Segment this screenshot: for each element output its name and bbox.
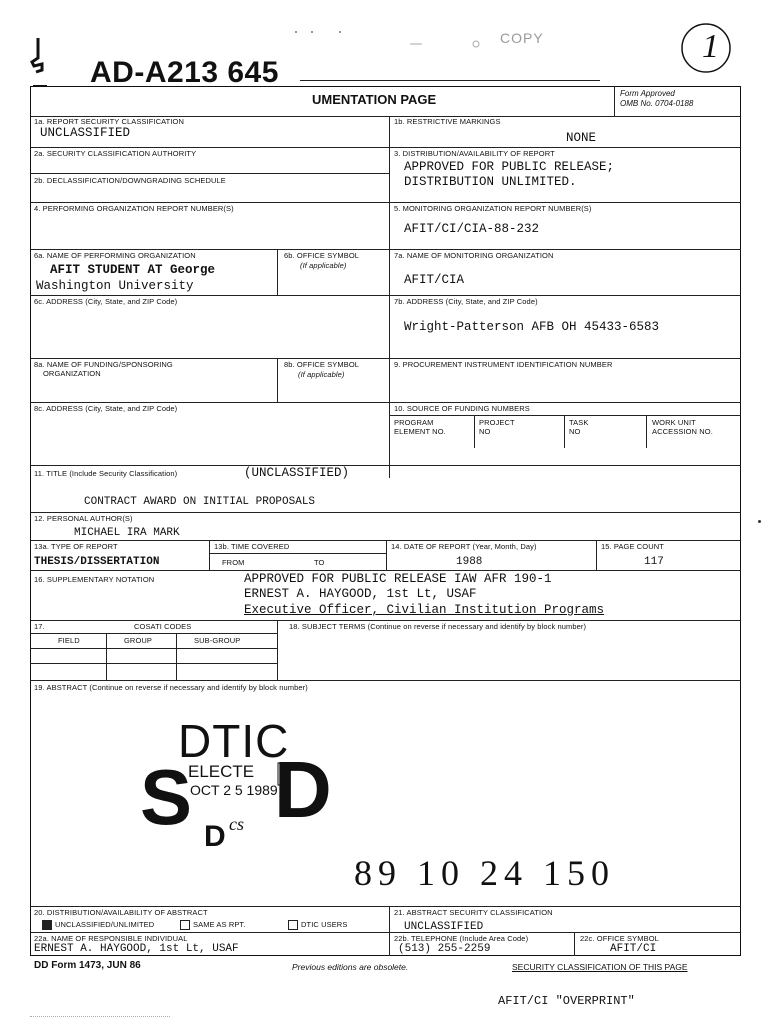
option-20-same — [180, 920, 245, 930]
page-title: UMENTATION PAGE — [312, 92, 437, 107]
value-16-line3: Executive Officer, Civilian Institution Programs — [244, 603, 605, 617]
row-line — [30, 680, 741, 681]
label-15: 15. PAGE COUNT — [601, 542, 664, 551]
overprint: AFIT/CI "OVERPRINT" — [498, 994, 635, 1008]
faint-dots-icon — [290, 29, 350, 35]
col-divider-10a — [474, 415, 475, 448]
label-2a: 2a. SECURITY CLASSIFICATION AUTHORITY — [34, 149, 197, 158]
row-line-10 — [389, 415, 741, 416]
previous-editions: Previous editions are obsolete. — [292, 962, 409, 972]
label-10-col4-line2: ACCESSION NO. — [652, 427, 713, 436]
value-22a: ERNEST A. HAYGOOD, 1st Lt, USAF — [34, 943, 239, 955]
value-16-line1: APPROVED FOR PUBLIC RELEASE IAW AFR 190-1 — [244, 572, 552, 586]
ad-number: AD-A213 645 — [90, 56, 279, 89]
label-12: 12. PERSONAL AUTHOR(S) — [34, 514, 133, 523]
row-line-17 — [30, 633, 277, 634]
ad-number-underline — [300, 80, 600, 81]
label-11: 11. TITLE (Include Security Classification) — [34, 469, 178, 478]
row-line-13b — [209, 553, 386, 554]
col-divider — [389, 116, 390, 478]
label-21: 21. ABSTRACT SECURITY CLASSIFICATION — [394, 908, 553, 917]
label-3: 3. DISTRIBUTION/AVAILABILITY OF REPORT — [394, 149, 555, 158]
label-8c: 8c. ADDRESS (City, State, and ZIP Code) — [34, 404, 178, 413]
col-divider-10c — [646, 415, 647, 448]
label-8a-line1: 8a. NAME OF FUNDING/SPONSORING — [34, 360, 173, 369]
row-line — [30, 249, 741, 250]
row-line — [30, 147, 741, 148]
label-6b: 6b. OFFICE SYMBOL — [284, 251, 360, 260]
omb-number: OMB No. 0704-0188 — [620, 99, 694, 108]
label-17-header: COSATI CODES — [134, 622, 192, 631]
top-faint-marks — [410, 36, 490, 46]
value-15: 117 — [644, 556, 664, 568]
label-8b: 8b. OFFICE SYMBOL — [284, 360, 360, 369]
stamp-box-icon — [277, 762, 287, 786]
faint-marks-icon — [410, 39, 490, 49]
row-line — [30, 358, 741, 359]
label-17-group: GROUP — [124, 636, 153, 645]
row-line-17-2 — [30, 663, 277, 664]
label-1b: 1b. RESTRICTIVE MARKINGS — [394, 117, 501, 126]
form-approved: Form Approved — [620, 89, 675, 98]
label-6a: 6a. NAME OF PERFORMING ORGANIZATION — [34, 251, 196, 260]
value-1b: NONE — [566, 131, 597, 145]
value-12: MICHAEL IRA MARK — [74, 527, 180, 539]
checkbox-icon[interactable] — [180, 920, 190, 930]
label-22a: 22a. NAME OF RESPONSIBLE INDIVIDUAL — [34, 934, 188, 943]
value-22b: (513) 255-2259 — [398, 943, 491, 955]
label-7a: 7a. NAME OF MONITORING ORGANIZATION — [394, 251, 554, 260]
value-21: UNCLASSIFIED — [404, 921, 484, 933]
value-1a: UNCLASSIFIED — [40, 126, 131, 140]
row-line — [30, 906, 741, 907]
label-17-subgroup: SUB-GROUP — [194, 636, 241, 645]
circled-number: 1 — [702, 28, 719, 65]
col-divider-6b — [277, 249, 278, 295]
row-line — [30, 202, 741, 203]
label-22c: 22c. OFFICE SYMBOL — [580, 934, 659, 943]
label-10-col3-line2: NO — [569, 427, 581, 436]
label-6c: 6c. ADDRESS (City, State, and ZIP Code) — [34, 297, 178, 306]
label-8b-sub: (If applicable) — [298, 370, 345, 379]
col-divider-21 — [389, 906, 390, 956]
checkbox-checked-icon[interactable] — [42, 920, 52, 930]
label-10-col1-line2: ELEMENT NO. — [394, 427, 446, 436]
corner-mark-icon — [30, 36, 46, 76]
col-divider-14 — [386, 540, 387, 570]
row-line-left — [30, 173, 389, 174]
form-number: DD Form 1473, JUN 86 — [34, 960, 141, 971]
title-divider — [614, 86, 615, 116]
row-line — [30, 570, 741, 571]
label-10-col2-line1: PROJECT — [479, 418, 515, 427]
row-line — [30, 465, 741, 466]
row-line — [30, 295, 741, 296]
col-divider-17a — [106, 633, 107, 680]
stamp-letter-d-small: D — [204, 820, 226, 853]
value-16-line2: ERNEST A. HAYGOOD, 1st Lt, USAF — [244, 587, 477, 601]
bottom-artifact — [30, 1016, 170, 1017]
col-divider-15 — [596, 540, 597, 570]
label-13b: 13b. TIME COVERED — [214, 542, 290, 551]
label-1a: 1a. REPORT SECURITY CLASSIFICATION — [34, 117, 184, 126]
value-6a-line2: Washington University — [36, 279, 194, 293]
label-6b-sub: (If applicable) — [300, 261, 347, 270]
option-20-dtic-label: DTIC USERS — [301, 919, 348, 929]
option-20-unclassified-label: UNCLASSIFIED/UNLIMITED — [55, 919, 155, 929]
value-13a: THESIS/DISSERTATION — [34, 556, 160, 568]
stamp-electe: ELECTE — [188, 762, 255, 781]
value-7a: AFIT/CIA — [404, 273, 465, 287]
security-classification-footer: SECURITY CLASSIFICATION OF THIS PAGE — [512, 962, 688, 972]
row-line — [30, 932, 741, 933]
label-22b: 22b. TELEPHONE (Include Area Code) — [394, 934, 529, 943]
value-11: CONTRACT AWARD ON INITIAL PROPOSALS — [84, 496, 316, 508]
stamp-box-mark — [277, 762, 287, 786]
label-17: 17. — [34, 622, 45, 631]
form-frame — [30, 86, 741, 956]
stamp-mark: cs — [229, 814, 244, 834]
value-6a-line1: AFIT STUDENT AT George — [50, 263, 216, 277]
label-8a-line2: ORGANIZATION — [43, 369, 101, 378]
row-line — [30, 620, 741, 621]
label-18: 18. SUBJECT TERMS (Continue on reverse if necessary and identify by block number) — [289, 622, 587, 631]
label-10-col2-line2: NO — [479, 427, 491, 436]
stamp-date: OCT 2 5 1989 — [190, 782, 278, 798]
row-line — [30, 512, 741, 513]
corner-mark — [30, 36, 46, 76]
col-divider-18 — [277, 620, 278, 680]
stamp-letter-s: S — [140, 753, 193, 841]
label-10-col4-line1: WORK UNIT — [652, 418, 696, 427]
value-3-line2: DISTRIBUTION UNLIMITED. — [404, 175, 577, 189]
label-19: 19. ABSTRACT (Continue on reverse if necessary and identify by block number) — [34, 683, 308, 692]
value-22c: AFIT/CI — [610, 943, 657, 955]
value-3-line1: APPROVED FOR PUBLIC RELEASE; — [404, 160, 615, 174]
value-7b: Wright-Patterson AFB OH 45433-6583 — [404, 320, 660, 334]
col-divider-8b — [277, 358, 278, 402]
label-20: 20. DISTRIBUTION/AVAILABILITY OF ABSTRACT — [34, 908, 208, 917]
top-faint-dots — [290, 22, 350, 28]
stamp-dtic: DTIC — [178, 715, 290, 767]
option-20-same-label: SAME AS RPT. — [193, 919, 246, 929]
label-9: 9. PROCUREMENT INSTRUMENT IDENTIFICATION NUMBER — [394, 360, 613, 369]
option-20-unclassified — [42, 920, 154, 930]
accession-number: 89 10 24 150 — [354, 853, 615, 893]
label-13b-to: TO — [314, 558, 325, 567]
label-17-field: FIELD — [58, 636, 80, 645]
label-7b: 7b. ADDRESS (City, State, and ZIP Code) — [394, 297, 538, 306]
value-5: AFIT/CI/CIA-88-232 — [404, 222, 540, 236]
right-dot — [758, 520, 761, 523]
label-5: 5. MONITORING ORGANIZATION REPORT NUMBER(S) — [394, 204, 592, 213]
label-2b: 2b. DECLASSIFICATION/DOWNGRADING SCHEDULE — [34, 176, 226, 185]
label-13a: 13a. TYPE OF REPORT — [34, 542, 118, 551]
label-16: 16. SUPPLEMENTARY NOTATION — [34, 575, 155, 584]
value-11-classification: (UNCLASSIFIED) — [244, 466, 350, 480]
label-4: 4. PERFORMING ORGANIZATION REPORT NUMBER(S) — [34, 204, 234, 213]
col-divider-13b — [209, 540, 210, 570]
label-10-col1-line1: PROGRAM — [394, 418, 434, 427]
label-14: 14. DATE OF REPORT (Year, Month, Day) — [391, 542, 537, 551]
top-faint-copy: COPY — [500, 30, 544, 46]
col-divider-17b — [176, 633, 177, 680]
row-line — [30, 402, 741, 403]
value-14: 1988 — [456, 556, 483, 568]
stamp-letter-d-big: D — [274, 745, 332, 834]
label-13b-from: FROM — [222, 558, 245, 567]
label-10: 10. SOURCE OF FUNDING NUMBERS — [394, 404, 530, 413]
option-20-dtic — [288, 920, 347, 930]
col-divider-22c — [574, 932, 575, 956]
checkbox-icon[interactable] — [288, 920, 298, 930]
label-10-col3-line1: TASK — [569, 418, 589, 427]
col-divider-10b — [564, 415, 565, 448]
row-line-17-1 — [30, 648, 277, 649]
